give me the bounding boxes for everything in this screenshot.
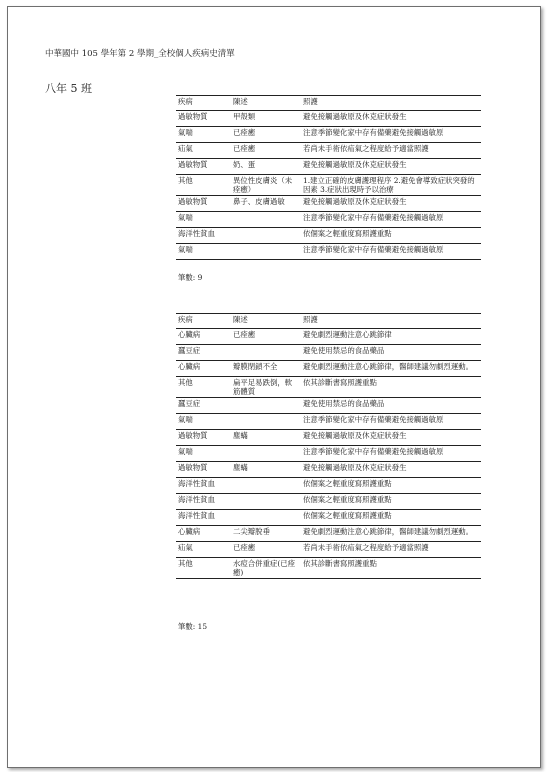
table-header-row — [176, 96, 481, 111]
cell-disease: 海洋性貧血 — [178, 479, 215, 488]
cell-care: 若尚未手術依疝氣之程度給予適當照護 — [303, 144, 429, 153]
cell-disease: 過敏物質 — [178, 463, 208, 472]
table-row — [176, 526, 481, 542]
cell-description: 扁平足易跌倒，軟筋體質 — [233, 378, 293, 396]
table-row — [176, 446, 481, 462]
cell-description — [229, 345, 299, 361]
cell-care: 注意季節變化家中存有備藥避免接觸過敏原 — [303, 128, 444, 137]
cell-description: 鼻子、皮膚過敏 — [233, 197, 285, 206]
table-row — [176, 228, 481, 244]
cell-description: 水痘合併重症(已痊癒) — [233, 559, 296, 577]
cell-description: 塵蟎 — [233, 431, 248, 440]
cell-description: 塵蟎 — [233, 463, 248, 472]
table-row — [176, 377, 481, 398]
header-care: 照護 — [303, 97, 318, 106]
cell-disease: 心臟病 — [178, 330, 201, 339]
cell-care: 注意季節變化家中存有備藥避免接觸過敏原 — [303, 415, 444, 424]
table-row — [176, 127, 481, 143]
table-row — [176, 329, 481, 345]
table-row — [176, 175, 481, 196]
header-description: 陳述 — [233, 97, 248, 106]
cell-disease: 疝氣 — [178, 144, 193, 153]
header-disease: 疾病 — [178, 315, 193, 324]
cell-description — [229, 510, 299, 526]
cell-description — [229, 446, 299, 462]
cell-description: 已痊癒 — [233, 128, 256, 137]
table-row — [176, 558, 481, 579]
table-row — [176, 398, 481, 414]
cell-description: 已痊癒 — [233, 330, 256, 339]
cell-disease: 蠶豆症 — [178, 399, 201, 408]
table-row — [176, 345, 481, 361]
cell-disease: 蠶豆症 — [178, 346, 201, 355]
cell-disease: 氣喘 — [178, 213, 193, 222]
cell-care: 注意季節變化家中存有備藥避免接觸過敏原 — [303, 447, 444, 456]
header-disease: 疾病 — [178, 97, 193, 106]
cell-description — [229, 244, 299, 260]
record-count-2: 筆數: 15 — [178, 622, 208, 631]
table-row — [176, 159, 481, 175]
cell-description — [229, 414, 299, 430]
cell-disease: 過敏物質 — [178, 197, 208, 206]
cell-disease: 氣喘 — [178, 245, 193, 254]
cell-disease: 其他 — [178, 176, 193, 185]
cell-disease: 海洋性貧血 — [178, 229, 215, 238]
cell-description: 瓣膜閉鎖不全 — [233, 362, 278, 371]
cell-care: 注意季節變化家中存有備藥避免接觸過敏原 — [303, 245, 444, 254]
cell-disease: 過敏物質 — [178, 160, 208, 169]
cell-disease: 海洋性貧血 — [178, 495, 215, 504]
disease-table-1 — [176, 95, 481, 260]
cell-disease: 氣喘 — [178, 128, 193, 137]
cell-description: 奶、蛋 — [233, 160, 256, 169]
cell-care: 避免劇烈運動注意心跳節律 — [303, 330, 392, 339]
cell-disease: 海洋性貧血 — [178, 511, 215, 520]
cell-description: 已痊癒 — [233, 144, 256, 153]
cell-care: 避免接觸過敏原及休克症狀發生 — [303, 112, 407, 121]
table-row — [176, 414, 481, 430]
table-row — [176, 510, 481, 526]
table-row — [176, 462, 481, 478]
cell-care: 1.建立正確的皮膚護理程序 2.避免會導致症狀突發的因素 3.症狀出現時予以治療 — [303, 176, 475, 194]
cell-care: 若尚未手術依疝氣之程度給予適當照護 — [303, 543, 429, 552]
cell-care: 依其診斷書寫照護重點 — [303, 378, 377, 387]
cell-description — [229, 398, 299, 414]
table-row — [176, 494, 481, 510]
cell-care: 依其診斷書寫照護重點 — [303, 559, 377, 568]
table-row — [176, 212, 481, 228]
cell-disease: 過敏物質 — [178, 112, 208, 121]
cell-disease: 氣喘 — [178, 447, 193, 456]
cell-description — [229, 478, 299, 494]
class-heading: 八年 5 班 — [45, 82, 92, 95]
cell-disease: 其他 — [178, 559, 193, 568]
cell-care: 依個案之輕重度寫照護重點 — [303, 229, 392, 238]
cell-description — [229, 212, 299, 228]
table-row — [176, 143, 481, 159]
cell-description: 已痊癒 — [233, 543, 256, 552]
cell-disease: 心臟病 — [178, 527, 201, 536]
cell-care: 避免接觸過敏原及休克症狀發生 — [303, 463, 407, 472]
cell-care: 避免劇烈運動注意心跳節律，醫師建議勿劇烈運動。 — [303, 362, 473, 371]
table-row — [176, 478, 481, 494]
table-row — [176, 111, 481, 127]
cell-care: 避免使用禁忌的食品藥品 — [303, 399, 385, 408]
cell-care: 依個案之輕重度寫照護重點 — [303, 479, 392, 488]
cell-care: 依個案之輕重度寫照護重點 — [303, 495, 392, 504]
cell-description: 甲殼類 — [233, 112, 256, 121]
disease-table-2 — [176, 313, 481, 579]
document-page — [7, 6, 541, 768]
document-title: 中華國中 105 學年第 2 學期_全校個人疾病史清單 — [45, 49, 235, 59]
cell-care: 注意季節變化家中存有備藥避免接觸過敏原 — [303, 213, 444, 222]
cell-care: 避免劇烈運動注意心跳節律，醫師建議勿劇烈運動。 — [303, 527, 473, 536]
cell-care: 避免接觸過敏原及休克症狀發生 — [303, 160, 407, 169]
cell-care: 避免使用禁忌的食品藥品 — [303, 346, 385, 355]
table-row — [176, 196, 481, 212]
cell-disease: 氣喘 — [178, 415, 193, 424]
header-description: 陳述 — [233, 315, 248, 324]
table-header-row — [176, 314, 481, 329]
table-row — [176, 361, 481, 377]
cell-description — [229, 228, 299, 244]
cell-description — [229, 494, 299, 510]
cell-description: 異位性皮膚炎（未痊癒） — [233, 176, 293, 194]
record-count-1: 筆數: 9 — [178, 273, 203, 282]
cell-disease: 過敏物質 — [178, 431, 208, 440]
cell-disease: 疝氣 — [178, 543, 193, 552]
cell-care: 避免接觸過敏原及休克症狀發生 — [303, 197, 407, 206]
cell-disease: 心臟病 — [178, 362, 201, 371]
cell-disease: 其他 — [178, 378, 193, 387]
cell-care: 依個案之輕重度寫照護重點 — [303, 511, 392, 520]
table-row — [176, 542, 481, 558]
table-row — [176, 430, 481, 446]
cell-care: 避免接觸過敏原及休克症狀發生 — [303, 431, 407, 440]
table-row — [176, 244, 481, 260]
header-care: 照護 — [303, 315, 318, 324]
cell-description: 二尖瓣脫垂 — [233, 527, 270, 536]
